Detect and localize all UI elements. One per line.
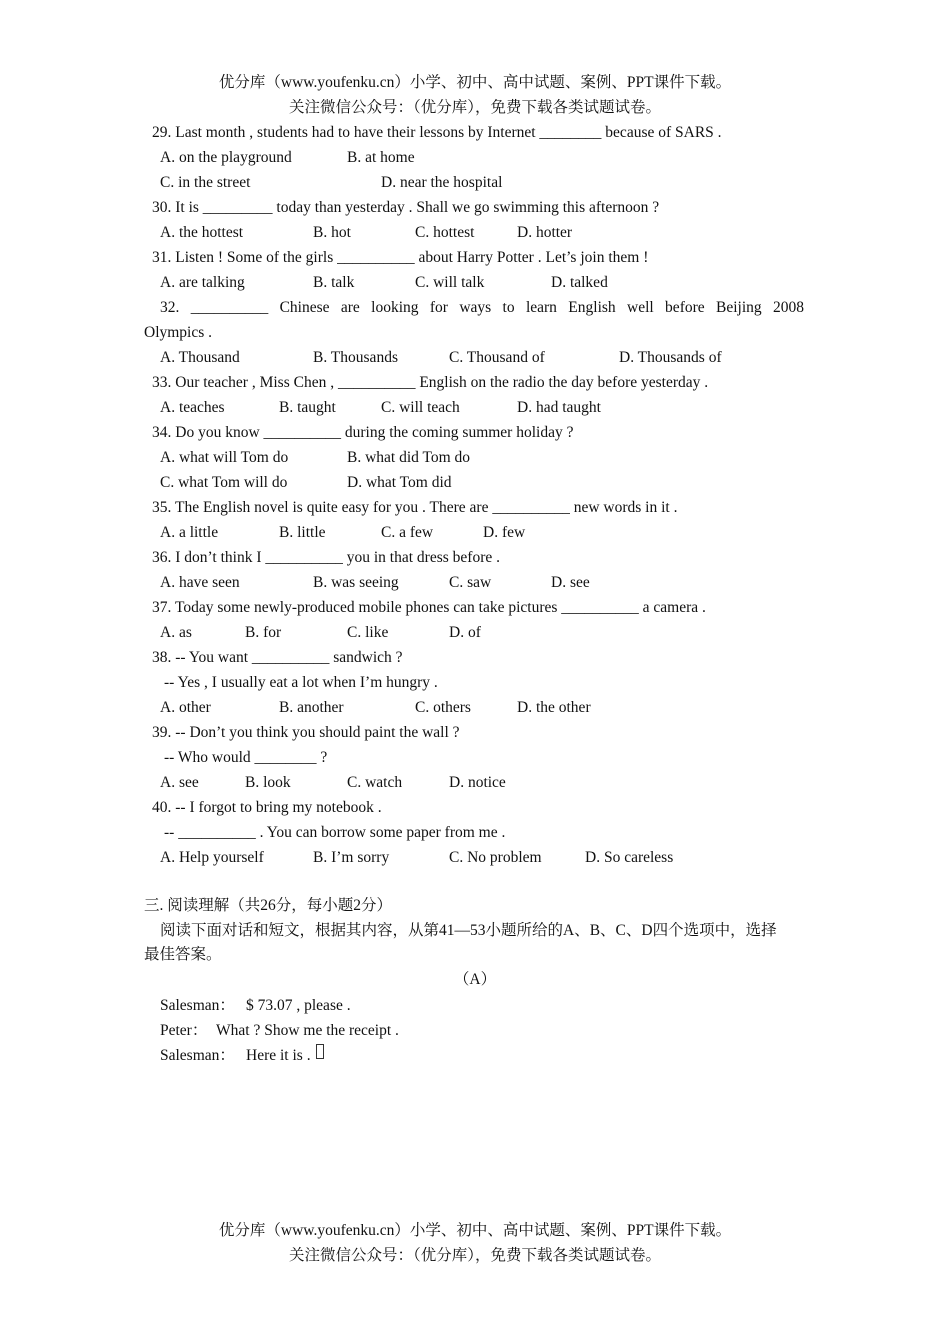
question-37-option-a[interactable]: A. as: [160, 624, 192, 641]
question-33-option-b[interactable]: B. taught: [279, 399, 336, 416]
question-35-option-c[interactable]: C. a few: [381, 524, 434, 541]
question-40-option-c[interactable]: C. No problem: [449, 849, 542, 866]
footer-line-1: 优分库（www.youfenku.cn）小学、初中、高中试题、案例、PPT课件下载。: [218, 1222, 732, 1239]
question-29-option-c[interactable]: C. in the street: [160, 174, 251, 191]
question-35-option-b[interactable]: B. little: [279, 524, 326, 541]
question-40-option-b[interactable]: B. I’m sorry: [313, 849, 390, 866]
question-36-option-c[interactable]: C. saw: [449, 574, 492, 591]
question-31-option-c[interactable]: C. will talk: [415, 274, 485, 291]
question-34-option-a[interactable]: A. what will Tom do: [160, 449, 289, 466]
footer-line-2: 关注微信公众号：（优分库），免费下载各类试题试卷。: [288, 1247, 661, 1264]
dialogue-text: What ? Show me the receipt .: [216, 1022, 399, 1039]
dialogue-speaker: Salesman：: [160, 1047, 235, 1064]
question-39-option-d[interactable]: D. notice: [449, 774, 506, 791]
question-35-stem: 35. The English novel is quite easy for you . There are __________ new words in it .: [152, 499, 678, 516]
dialogue-text: Here it is .: [246, 1047, 311, 1064]
question-34-option-d[interactable]: D. what Tom did: [347, 474, 452, 491]
question-39-option-b[interactable]: B. look: [245, 774, 291, 791]
question-40-option-a[interactable]: A. Help yourself: [160, 849, 264, 866]
header-line-2: 关注微信公众号：（优分库），免费下载各类试题试卷。: [288, 99, 661, 116]
question-38-option-b[interactable]: B. another: [279, 699, 344, 716]
question-30-option-d[interactable]: D. hotter: [517, 224, 573, 241]
question-33-option-c[interactable]: C. will teach: [381, 399, 460, 416]
question-32-option-c[interactable]: C. Thousand of: [449, 349, 545, 366]
dialogue-speaker: Salesman：: [160, 997, 235, 1014]
question-33-stem: 33. Our teacher , Miss Chen , __________ English on the radio the day before yesterday .: [152, 374, 709, 391]
question-34-stem: 34. Do you know __________ during the coming summer holiday ?: [152, 424, 574, 441]
question-37-option-d[interactable]: D. of: [449, 624, 481, 641]
question-32-stem: 32. __________ Chinese are looking for ways to learn English well before Beijing 2008: [160, 299, 804, 316]
question-31-option-d[interactable]: D. talked: [551, 274, 608, 291]
question-31-stem: 31. Listen ! Some of the girls __________ about Harry Potter . Let’s join them !: [152, 249, 649, 266]
question-40-option-d[interactable]: D. So careless: [585, 849, 674, 866]
question-38-option-a[interactable]: A. other: [160, 699, 211, 716]
section-3-instruction: 阅读下面对话和短文，根据其内容，从第41—53小题所给的A、B、C、D四个选项中，选择: [160, 922, 777, 939]
question-39-reply: -- Who would ________ ?: [164, 749, 328, 766]
question-37-option-c[interactable]: C. like: [347, 624, 389, 641]
question-30-option-c[interactable]: C. hottest: [415, 224, 475, 241]
question-29-stem: 29. Last month , students had to have their lessons by Internet ________ because of SARS .: [152, 124, 722, 141]
question-29-option-a[interactable]: A. on the playground: [160, 149, 292, 166]
question-34-option-c[interactable]: C. what Tom will do: [160, 474, 288, 491]
question-36-option-b[interactable]: B. was seeing: [313, 574, 399, 591]
question-39-option-a[interactable]: A. see: [160, 774, 199, 791]
dialogue-speaker: Peter：: [160, 1022, 208, 1039]
header-line-1: 优分库（www.youfenku.cn）小学、初中、高中试题、案例、PPT课件下载。: [218, 74, 732, 91]
question-29-option-d[interactable]: D. near the hospital: [381, 174, 503, 191]
question-37-option-b[interactable]: B. for: [245, 624, 282, 641]
question-36-option-d[interactable]: D. see: [551, 574, 590, 591]
section-3-title: 三. 阅读理解（共26分，每小题2分）: [144, 897, 393, 914]
question-40-reply: -- __________ . You can borrow some paper from me .: [164, 824, 506, 841]
question-38-option-d[interactable]: D. the other: [517, 699, 591, 716]
question-32-option-b[interactable]: B. Thousands: [313, 349, 398, 366]
question-34-option-b[interactable]: B. what did Tom do: [347, 449, 471, 466]
question-40-stem: 40. -- I forgot to bring my notebook .: [152, 799, 382, 816]
question-37-stem: 37. Today some newly-produced mobile phones can take pictures __________ a camera .: [152, 599, 706, 616]
question-30-option-a[interactable]: A. the hottest: [160, 224, 244, 241]
question-30-stem: 30. It is _________ today than yesterday . Shall we go swimming this afternoon ?: [152, 199, 660, 216]
question-35-option-a[interactable]: A. a little: [160, 524, 219, 541]
question-36-stem: 36. I don’t think I __________ you in that dress before .: [152, 549, 500, 566]
passage-label: （A）: [453, 971, 497, 988]
question-33-option-a[interactable]: A. teaches: [160, 399, 225, 416]
section-3-instruction-continued: 最佳答案。: [144, 946, 222, 963]
question-35-option-d[interactable]: D. few: [483, 524, 526, 541]
question-38-stem: 38. -- You want __________ sandwich ?: [152, 649, 403, 666]
question-31-option-a[interactable]: A. are talking: [160, 274, 245, 291]
placeholder-glyph-icon: [316, 1044, 324, 1059]
question-33-option-d[interactable]: D. had taught: [517, 399, 601, 416]
question-36-option-a[interactable]: A. have seen: [160, 574, 240, 591]
question-29-option-b[interactable]: B. at home: [347, 149, 415, 166]
question-32-option-a[interactable]: A. Thousand: [160, 349, 240, 366]
question-32-stem-continued: Olympics .: [144, 324, 213, 341]
question-38-reply: -- Yes , I usually eat a lot when I’m hungry .: [164, 674, 438, 691]
dialogue-text: $ 73.07 , please .: [246, 997, 351, 1014]
question-39-option-c[interactable]: C. watch: [347, 774, 403, 791]
question-31-option-b[interactable]: B. talk: [313, 274, 355, 291]
question-30-option-b[interactable]: B. hot: [313, 224, 351, 241]
question-32-option-d[interactable]: D. Thousands of: [619, 349, 722, 366]
question-38-option-c[interactable]: C. others: [415, 699, 471, 716]
question-39-stem: 39. -- Don’t you think you should paint the wall ?: [152, 724, 460, 741]
